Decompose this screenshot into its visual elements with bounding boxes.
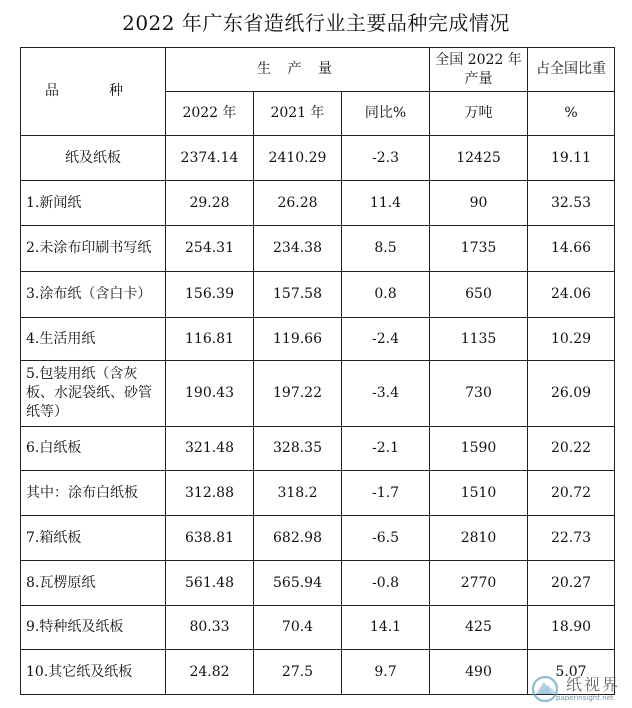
table-row (21, 606, 615, 650)
table-row (21, 516, 615, 561)
row-yoy: -1.7 (342, 471, 430, 516)
row-name: 10.其它纸及纸板 (21, 650, 166, 695)
header-national-unit: 万吨 (430, 92, 528, 136)
row-share: 20.72 (528, 471, 615, 516)
row-yoy: 9.7 (342, 650, 430, 695)
table-row (21, 318, 615, 361)
row-name: 1.新闻纸 (21, 181, 166, 226)
table-row (21, 561, 615, 606)
row-national: 90 (430, 181, 528, 226)
row-yoy: 11.4 (342, 181, 430, 226)
table-row (21, 136, 615, 181)
header-yoy: 同比% (342, 92, 430, 136)
header-year-2021: 2021 年 (254, 92, 342, 136)
header-share: 占全国比重 (528, 48, 615, 92)
header-share-unit: % (528, 92, 615, 136)
row-national: 1135 (430, 318, 528, 361)
row-yoy: -3.4 (342, 361, 430, 427)
row-national: 650 (430, 272, 528, 318)
row-national: 425 (430, 606, 528, 650)
row-2022: 321.48 (166, 427, 254, 471)
row-name: 其中：涂布白纸板 (21, 471, 166, 516)
row-2021: 27.5 (254, 650, 342, 695)
row-2022: 156.39 (166, 272, 254, 318)
row-2021: 2410.29 (254, 136, 342, 181)
row-2022: 29.28 (166, 181, 254, 226)
row-yoy: 8.5 (342, 226, 430, 272)
row-2021: 157.58 (254, 272, 342, 318)
row-national: 2770 (430, 561, 528, 606)
row-share: 22.73 (528, 516, 615, 561)
table-row (21, 226, 615, 272)
header-national: 全国 2022 年产量 (430, 48, 528, 92)
row-share: 32.53 (528, 181, 615, 226)
table-row (21, 272, 615, 318)
row-2021: 318.2 (254, 471, 342, 516)
row-2022: 190.43 (166, 361, 254, 427)
production-table (20, 47, 615, 695)
row-national: 12425 (430, 136, 528, 181)
row-share: 18.90 (528, 606, 615, 650)
row-share: 20.27 (528, 561, 615, 606)
row-name: 8.瓦楞原纸 (21, 561, 166, 606)
table-row (21, 650, 615, 695)
row-share: 20.22 (528, 427, 615, 471)
row-national: 490 (430, 650, 528, 695)
watermark-url: paperinsight.net (556, 694, 614, 702)
header-year-2022: 2022 年 (166, 92, 254, 136)
table-title: 2022 年广东省造纸行业主要品种完成情况 (122, 11, 510, 35)
table-row (21, 181, 615, 226)
row-name: 5.包装用纸（含灰板、水泥袋纸、砂管纸等） (21, 361, 166, 427)
row-2022: 312.88 (166, 471, 254, 516)
row-name: 纸及纸板 (21, 136, 166, 181)
row-national: 1735 (430, 226, 528, 272)
row-name: 3.涂布纸（含白卡） (21, 272, 166, 318)
row-2021: 119.66 (254, 318, 342, 361)
row-national: 2810 (430, 516, 528, 561)
row-2021: 26.28 (254, 181, 342, 226)
row-yoy: 0.8 (342, 272, 430, 318)
row-yoy: 14.1 (342, 606, 430, 650)
row-national: 1510 (430, 471, 528, 516)
row-2021: 682.98 (254, 516, 342, 561)
row-share: 5.07 (528, 650, 615, 695)
row-share: 14.66 (528, 226, 615, 272)
header-production: 生 产 量 (166, 48, 430, 92)
row-2022: 254.31 (166, 226, 254, 272)
row-2022: 638.81 (166, 516, 254, 561)
row-yoy: -2.4 (342, 318, 430, 361)
row-2021: 70.4 (254, 606, 342, 650)
watermark (530, 672, 626, 706)
row-yoy: -6.5 (342, 516, 430, 561)
row-share: 19.11 (528, 136, 615, 181)
row-yoy: -2.3 (342, 136, 430, 181)
row-2021: 234.38 (254, 226, 342, 272)
row-2022: 80.33 (166, 606, 254, 650)
row-2021: 565.94 (254, 561, 342, 606)
row-name: 4.生活用纸 (21, 318, 166, 361)
row-2021: 328.35 (254, 427, 342, 471)
row-share: 10.29 (528, 318, 615, 361)
row-name: 2.未涂布印刷书写纸 (21, 226, 166, 272)
row-2022: 24.82 (166, 650, 254, 695)
table-row (21, 361, 615, 427)
row-national: 1590 (430, 427, 528, 471)
row-share: 26.09 (528, 361, 615, 427)
row-yoy: -0.8 (342, 561, 430, 606)
row-2022: 2374.14 (166, 136, 254, 181)
row-name: 6.白纸板 (21, 427, 166, 471)
row-national: 730 (430, 361, 528, 427)
row-2022: 116.81 (166, 318, 254, 361)
table-row (21, 471, 615, 516)
watermark-text: 纸视界 (566, 675, 621, 694)
row-yoy: -2.1 (342, 427, 430, 471)
table-row (21, 427, 615, 471)
row-share: 24.06 (528, 272, 615, 318)
header-category: 品 种 (21, 48, 166, 136)
row-2022: 561.48 (166, 561, 254, 606)
row-name: 9.特种纸及纸板 (21, 606, 166, 650)
row-name: 7.箱纸板 (21, 516, 166, 561)
row-2021: 197.22 (254, 361, 342, 427)
